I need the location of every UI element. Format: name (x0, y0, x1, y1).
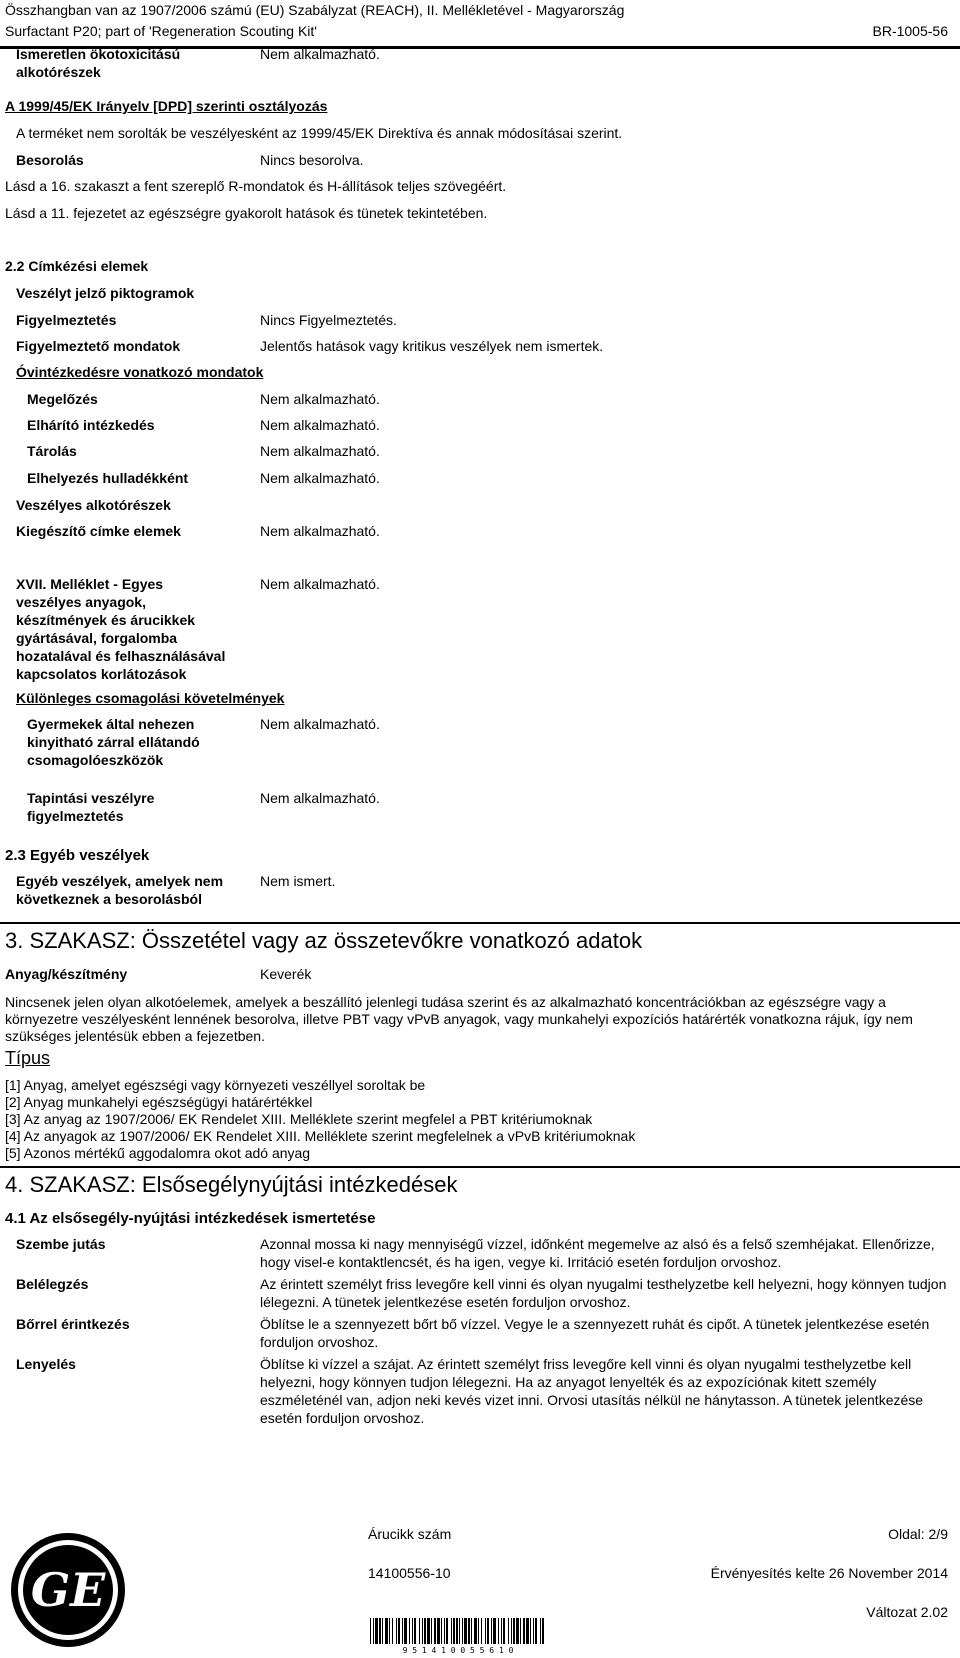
type-item-3: [3] Az anyag az 1907/2006/ EK Rendelet XIII. Melléklete szerint megfelel a PBT kritériumoknak (5, 1111, 593, 1127)
skin-contact-value: Öblítse le a szennyezett bőrt bő vízzel. Vegye le a szennyezett ruhát és cipőt. A tünetek jelentkezése esetén forduljon orvoshoz. (260, 1316, 930, 1350)
disposal-label: Elhelyezés hulladékként (27, 470, 189, 486)
other-hazards-label-2: következnek a besorolásból (16, 891, 202, 907)
dpd-note-2: Lásd a 11. fejezetet az egészségre gyakorolt hatások és tünetek tekintetében. (5, 205, 488, 221)
pictograms-label: Veszélyt jelző piktogramok (16, 285, 195, 301)
substance-label: Anyag/készítmény (5, 966, 128, 982)
ge-logo-text: GE (30, 1563, 106, 1617)
storage-value: Nem alkalmazható. (260, 443, 380, 459)
dpd-text: A terméket nem sorolták be veszélyesként az 1999/45/EK Direktíva és annak módosításai szerint. (16, 125, 623, 141)
other-hazards-label-1: Egyéb veszélyek, amelyek nem (16, 873, 224, 889)
dpd-class-label: Besorolás (16, 152, 84, 168)
prevention-label: Megelőzés (27, 391, 98, 407)
skin-contact-label: Bőrrel érintkezés (16, 1316, 130, 1332)
regulation-title: Összhangban van az 1907/2006 számú (EU) Szabályzat (REACH), II. Mellékletével - Magyarország (5, 2, 625, 18)
hazard-statements-value: Jelentős hatások vagy kritikus veszélyek nem ismertek. (260, 338, 604, 354)
storage-label: Tárolás (27, 443, 77, 459)
type-item-5: [5] Azonos mértékű aggodalomra okot adó anyag (5, 1145, 311, 1161)
child-closure-label-1: Gyermekek által nehezen (27, 716, 195, 732)
annex-label-2: veszélyes anyagok, (16, 594, 146, 610)
packaging-title: Különleges csomagolási követelmények (16, 690, 285, 706)
annex-label-5: hozatalával és felhasználásával (16, 648, 226, 664)
label-elements-title: 2.2 Címkézési elemek (5, 258, 149, 274)
supplemental-value: Nem alkalmazható. (260, 523, 380, 539)
document-code: BR-1005-56 (872, 23, 948, 39)
inhalation-value: Az érintett személyt friss levegőre kell vinni és olyan nyugalmi testhelyzetbe kell helyezni, hogy könnyen tudjon lélegezni. A tünetek jelentkezése esetén forduljon orvoshoz. (260, 1276, 947, 1310)
ingestion-value: Öblítse ki vízzel a szájat. Az érintett személyt friss levegőre kell vinni és olyan nyugalmi testhelyzetbe kell helyezni, hogy könnyen tudjon lélegezni. Ha az anyagot lenyelték és az expozíciónak kitett személy eszméleténél van, adjon neki kevés vizet inni. Orvosi utasítás nélkül ne hánytasson. A tünetek jelentkezése esetén forduljon orvoshoz. (260, 1356, 924, 1426)
eco-value: Nem alkalmazható. (260, 46, 380, 62)
product-name: Surfactant P20; part of 'Regeneration Scouting Kit' (5, 23, 317, 39)
signal-label: Figyelmeztetés (16, 312, 117, 328)
tactile-label-1: Tapintási veszélyre (27, 790, 155, 806)
dpd-class-value: Nincs besorolva. (260, 152, 364, 168)
section4-rule (0, 1166, 960, 1168)
annex-label-1: XVII. Melléklet - Egyes (16, 576, 164, 592)
article-label: Árucikk szám (368, 1526, 452, 1542)
child-closure-value: Nem alkalmazható. (260, 716, 380, 732)
hazard-statements-label: Figyelmeztető mondatok (16, 338, 181, 354)
validity-date: Érvényesítés kelte 26 November 2014 (710, 1565, 948, 1581)
dpd-note-1: Lásd a 16. szakaszt a fent szereplő R-mondatok és H-állítások teljes szövegéért. (5, 178, 507, 194)
signal-value: Nincs Figyelmeztetés. (260, 312, 397, 328)
tactile-value: Nem alkalmazható. (260, 790, 380, 806)
article-number: 14100556-10 (368, 1565, 451, 1581)
version: Változat 2.02 (866, 1604, 948, 1620)
ingestion-label: Lenyelés (16, 1356, 76, 1372)
child-closure-label-2: kinyitható zárral ellátandó (27, 734, 200, 750)
eye-contact-label: Szembe jutás (16, 1236, 106, 1252)
type-title: Típus (5, 1048, 51, 1068)
inhalation-label: Belélegzés (16, 1276, 89, 1292)
dpd-title: A 1999/45/EK Irányelv [DPD] szerinti osztályozás (5, 98, 328, 114)
other-hazards-value: Nem ismert. (260, 873, 336, 889)
section3-paragraph: Nincsenek jelen olyan alkotóelemek, amelyek a beszállító jelenlegi tudása szerint és az alkalmazható koncentrációkban az egészségre vagy a környezetre veszélyesként lennének besorolva, illetve PBT vagy vPvB anyagok, vagy munkahelyi expozíciós határérték vonatkozna rájuk, így nem szükséges jelentésük ebben a fejezetben. (5, 994, 913, 1044)
type-item-4: [4] Az anyagok az 1907/2006/ EK Rendelet XIII. Melléklete szerint megfelelnek a vPvB kritériumoknak (5, 1128, 636, 1144)
tactile-label-2: figyelmeztetés (27, 808, 124, 824)
ge-logo (8, 1530, 128, 1650)
document-header (0, 0, 960, 48)
type-item-1: [1] Anyag, amelyet egészségi vagy környezeti veszéllyel soroltak be (5, 1077, 426, 1093)
other-hazards-title: 2.3 Egyéb veszélyek (5, 847, 150, 864)
hazardous-ingredients-label: Veszélyes alkotórészek (16, 497, 171, 513)
precaution-title: Óvintézkedésre vonatkozó mondatok (16, 364, 264, 380)
response-value: Nem alkalmazható. (260, 417, 380, 433)
response-label: Elhárító intézkedés (27, 417, 155, 433)
barcode-digits: 9 5 1 4 1 0 0 5 5 6 1 0 (402, 1646, 514, 1654)
eye-contact-value: Azonnal mossa ki nagy mennyiségű vízzel, időnként megemelve az alsó és a felső szemhéjakat. Ellenőrizze, hogy visel-e kontaktlencsét, és ha igen, vegye ki. Irritáció esetén forduljon orvoshoz. (260, 1236, 935, 1270)
supplemental-label: Kiegészítő címke elemek (16, 523, 181, 539)
substance-value: Keverék (260, 966, 312, 982)
annex-value: Nem alkalmazható. (260, 576, 380, 592)
type-item-2: [2] Anyag munkahelyi egészségügyi határértékkel (5, 1094, 313, 1110)
page-number: Oldal: 2/9 (888, 1526, 948, 1542)
child-closure-label-3: csomagolóeszközök (27, 752, 164, 768)
section3-title: 3. SZAKASZ: Összetétel vagy az összetevőkre vonatkozó adatok (5, 928, 643, 953)
annex-label-4: gyártásával, forgalomba (16, 630, 178, 646)
barcode (368, 1618, 548, 1654)
first-aid-subtitle: 4.1 Az elsősegély-nyújtási intézkedések ismertetése (5, 1210, 376, 1227)
section4-title: 4. SZAKASZ: Elsősegélynyújtási intézkedések (5, 1172, 458, 1197)
annex-label-6: kapcsolatos korlátozások (16, 666, 187, 682)
section3-rule (0, 922, 960, 924)
eco-label-2: alkotórészek (16, 64, 101, 80)
eco-label-1: Ismeretlen ökotoxicitású (16, 46, 181, 62)
annex-label-3: készítmények és árucikkek (16, 612, 196, 628)
prevention-value: Nem alkalmazható. (260, 391, 380, 407)
disposal-value: Nem alkalmazható. (260, 470, 380, 486)
